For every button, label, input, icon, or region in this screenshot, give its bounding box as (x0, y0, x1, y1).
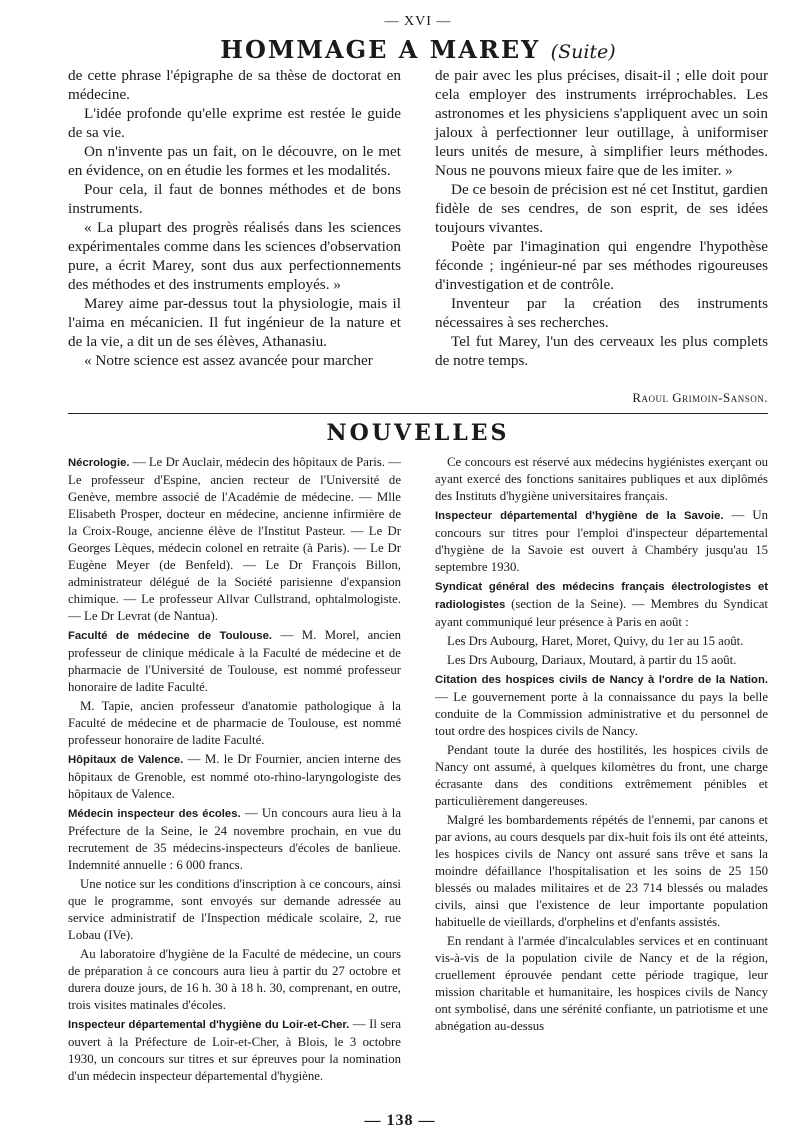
paragraph: « Notre science est assez avancée pour marcher (84, 352, 373, 369)
nouvelles-section (68, 454, 768, 1087)
paragraph: Tel fut Marey, l'un des cerveaux les plus complets de notre temps. (435, 333, 768, 369)
news-text: — Le gouvernement porte à la connaissance du pays la belle conduite de la Commission administrative et du personnel de tout ordre des hospices civils de Nancy. (435, 690, 768, 738)
news-heading: Inspecteur départemental d'hygiène de la Savoie. (435, 510, 724, 522)
paragraph: « La plupart des progrès réalisés dans les sciences expérimentales comme dans les sciences d'observation pure, a écrit Marey, sont dus aux perfectionnements des méthodes et des instruments employés. » (68, 219, 401, 293)
news-item (68, 698, 401, 749)
news-heading: Médecin inspecteur des écoles. (68, 808, 241, 820)
signature: Raoul Grimoin-Sanson. (632, 390, 768, 405)
paragraph: Inventeur par la création des instruments nécessaires à ses recherches. (435, 295, 768, 331)
news-item (68, 751, 401, 803)
hommage-left-column (68, 66, 401, 406)
nouvelles-right-column (435, 454, 768, 1087)
news-text: — Un concours sur titres pour l'emploi d'inspecteur départemental d'hygiène de la Savoie est ouvert à Chambéry jusqu'au 15 septembre 1930. (435, 508, 769, 574)
news-heading: Hôpitaux de Valence. (68, 754, 184, 766)
news-text: Ce concours est réservé aux médecins hygiénistes exerçant ou ayant exercé des fonctions sanitaires publiques et aux diplômés des Instituts d'hygiène universitaires français. (435, 455, 768, 503)
news-text: — M. le Dr Fournier, ancien interne des hôpitaux de Grenoble, est nommé oto-rhino-laryngologiste des hôpitaux de Valence. (68, 752, 401, 801)
news-text: Les Drs Aubourg, Haret, Moret, Quivy, du 1er au 15 août. (447, 634, 744, 648)
news-heading: Syndicat général des médecins français électrologistes et radiologistes (435, 581, 768, 611)
news-item (435, 812, 768, 931)
news-item (68, 946, 401, 1014)
paragraph: Poète par l'imagination qui engendre l'hypothèse féconde ; ingénieur-né par ses méthodes rigoureuses d'investigation et de contrôle. (435, 238, 768, 293)
news-item (68, 805, 401, 874)
news-text: — Un concours aura lieu à la Préfecture de la Seine, le 24 novembre prochain, en vue du recrutement de 35 médecins-inspecteurs d'écoles de banlieue. Indemnité annuelle : 6 000 francs. (68, 806, 401, 872)
hommage-article (68, 66, 768, 406)
news-heading: Faculté de médecine de Toulouse. (68, 630, 273, 642)
section-divider (68, 413, 768, 414)
news-text: Pendant toute la durée des hostilités, les hospices civils de Nancy ont assumé, à quelques kilomètres du front, une charge écrasante dans des conditions extrêmement pénibles et particulièrement dangereuses. (435, 743, 768, 808)
news-heading: Citation des hospices civils de Nancy à l'ordre de la Nation. (435, 674, 768, 686)
news-heading: Inspecteur départemental d'hygiène du Loir-et-Cher. (68, 1019, 350, 1031)
news-heading: Nécrologie. (68, 457, 130, 469)
paragraph: de cette phrase l'épigraphe de sa thèse de doctorat en médecine. (68, 67, 401, 103)
news-item (435, 578, 768, 631)
news-text: (section de la Seine). — Membres du Syndicat ayant communiqué leur présence à Paris en août : (435, 597, 768, 629)
news-text: En rendant à l'armée d'incalculables services et en continuant vis-à-vis de la population civile de Nancy et de la région, cruellement éprouvée pendant cette période tragique, leur mission charitable et humanitaire, les hospices civils de Nancy ont symbolisé, dans une sérénité confiante, un patriotisme et une abnégation au-dessus (435, 934, 768, 1033)
page-number-top: — XVI — (384, 14, 452, 29)
news-item (435, 742, 768, 810)
news-item (435, 507, 768, 576)
news-text: — Il sera ouvert à la Préfecture de Loir-et-Cher, à Blois, le 3 octobre 1930, un concours sur titres et sur épreuves pour la nomination d'un médecin inspecteur départemental d'hygiène. (68, 1017, 401, 1083)
hommage-title (68, 36, 768, 66)
news-item (435, 633, 768, 650)
news-text: — Le Dr Auclair, médecin des hôpitaux de Paris. — Le professeur d'Espine, ancien recteur de l'Université de Genève, membre associé de l'Académie de médecine. — Mlle Elisabeth Prosper, docteur en médecine, ancienne infirmière de la Croix-Rouge, ancienne élève de l'Institut Pasteur. — Le Dr Georges Lèques, médecin colonel en retraite (à Paris). — Le Dr Eugène Meyer (de Benfeld). — Le Dr François Billon, administrateur délégué de la Société parisienne d'expansion chimique. — Le professeur Allvar Cullstrand, ophtalmologiste. — Le Dr Levrat (de Nantua). (68, 455, 401, 623)
nouvelles-title: NOUVELLES (326, 420, 510, 446)
news-item (68, 627, 401, 696)
hommage-right-column (435, 66, 768, 406)
paragraph: L'idée profonde qu'elle exprime est restée le guide de sa vie. (68, 105, 401, 141)
news-item (68, 1016, 401, 1085)
news-item (435, 671, 768, 740)
paragraph: Marey aime par-dessus tout la physiologie, mais il l'aima en mécanicien. Il fut ingénieur de la nature et de la vie, a dit un de ses élèves, Athanasiu. (68, 295, 401, 350)
nouvelles-left-column (68, 454, 401, 1087)
news-text: Les Drs Aubourg, Dariaux, Moutard, à partir du 15 août. (447, 653, 737, 667)
paragraph: Pour cela, il faut de bonnes méthodes et de bons instruments. (68, 181, 401, 217)
hommage-title-text: HOMMAGE A MAREY (220, 35, 541, 64)
news-text: Au laboratoire d'hygiène de la Faculté de médecine, un cours de préparation à ce concours aura lieu à partir du 27 octobre et durera douze jours, de 16 h. 30 à 18 h. 30, comprenant, en outre, trois visites matinales d'écoles. (68, 947, 401, 1012)
paragraph: On n'invente pas un fait, on le découvre, on le met en évidence, on en étudie les formes et les modalités. (68, 143, 401, 179)
page (68, 14, 768, 1087)
page-number-bottom: — 138 — (364, 1112, 436, 1129)
news-text: Malgré les bombardements répétés de l'ennemi, par canons et par avions, au cours desquels par dix-huit fois ils ont été atteints, les hospices civils de Nancy ont assuré sans trêve et sans la moindre défaillance l'hospitalisation et les soins de 25 150 blessés ou malades militaires et de 23 714 blessés ou malades civils, ainsi que l'existence de leur importante population habituelle de vieillards, d'orphelins et d'enfants assistés. (435, 813, 768, 929)
news-text: — M. Morel, ancien professeur de clinique médicale à la Faculté de médecine et de pharmacie de l'Université de Toulouse, est nommé professeur honoraire de ladite Faculté. (68, 628, 401, 694)
news-item (68, 454, 401, 625)
news-text: M. Tapie, ancien professeur d'anatomie pathologique à la Faculté de médecine et de pharmacie de Toulouse, est nommé professeur honoraire de ladite Faculté. (68, 699, 401, 747)
news-item (435, 652, 768, 669)
news-item (68, 876, 401, 944)
news-item (435, 933, 768, 1035)
hommage-suite: (Suite) (550, 41, 616, 63)
news-item (435, 454, 768, 505)
news-text: Une notice sur les conditions d'inscription à ce concours, ainsi que le programme, sont envoyés sur demande adressée au service administratif de l'Inspection médicale scolaire, 2, rue Lobau (IVe). (68, 877, 401, 942)
paragraph: de pair avec les plus précises, disait-il ; elle doit pour cela employer des instruments irréprochables. Les astronomes et les physiciens s'appliquent avec un soin jaloux à perfectionner leur outillage, à uniformiser leurs unités de mesure, à simplifier leurs méthodes. Nous ne pouvons mieux faire que de les imiter. » (435, 67, 768, 179)
paragraph: De ce besoin de précision est né cet Institut, gardien fidèle de ses cendres, de son esprit, de ses idées toujours vivantes. (435, 181, 768, 236)
